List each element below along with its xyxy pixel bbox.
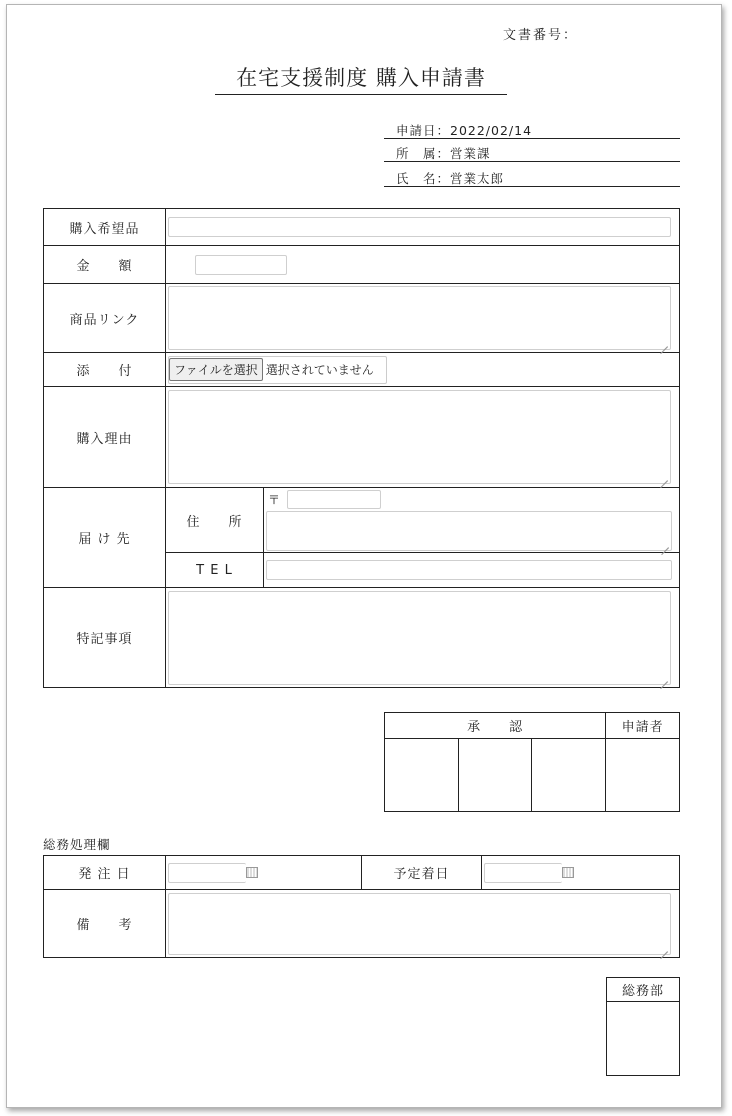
stamp-cell <box>385 739 459 812</box>
arrival-date-input[interactable] <box>484 863 562 883</box>
item-input[interactable] <box>168 217 671 237</box>
reason-textarea[interactable] <box>168 390 671 484</box>
postal-mark: 〒 <box>268 492 282 507</box>
applicant-label: 申請者 <box>606 713 680 739</box>
order-date-input[interactable] <box>168 863 246 883</box>
file-status: 選択されていません <box>265 363 374 377</box>
delivery-label: 届 け 先 <box>44 488 166 588</box>
tel-label: T E L <box>166 553 264 588</box>
applicant-name: 氏 名：営業太郎 <box>384 170 680 187</box>
remarks-textarea[interactable] <box>168 893 671 955</box>
resize-grip-icon[interactable] <box>660 674 668 682</box>
stamp-cell <box>458 739 532 812</box>
file-select-button[interactable]: ファイルを選択 <box>169 358 263 381</box>
notes-label: 特記事項 <box>44 588 166 688</box>
link-label: 商品リンク <box>44 284 166 353</box>
resize-grip-icon[interactable] <box>660 944 668 952</box>
apply-date: 申請日：2022/02/14 <box>384 122 680 139</box>
arrival-date-label: 予定着日 <box>362 856 482 890</box>
doc-number-label: 文書番号： <box>503 28 579 43</box>
resize-grip-icon[interactable] <box>660 473 668 481</box>
item-label: 購入希望品 <box>44 209 166 246</box>
stamp-cell <box>532 739 606 812</box>
file-input[interactable] <box>168 356 387 384</box>
stamp-cell <box>607 1002 680 1076</box>
tel-input[interactable] <box>266 560 672 580</box>
purchase-form-table <box>43 208 680 688</box>
admin-section-label: 総務処理欄 <box>43 837 111 852</box>
approval-table <box>384 712 680 812</box>
reason-label: 購入理由 <box>44 387 166 488</box>
postal-code-input[interactable] <box>287 490 381 509</box>
attach-label: 添 付 <box>44 353 166 387</box>
dept-stamp-table <box>606 977 680 1076</box>
admin-table <box>43 855 680 958</box>
link-textarea[interactable] <box>168 286 671 350</box>
address-label: 住 所 <box>166 488 264 553</box>
calendar-icon[interactable] <box>562 867 574 878</box>
amount-input[interactable] <box>195 255 287 275</box>
order-date-label: 発 注 日 <box>44 856 166 890</box>
resize-grip-icon[interactable] <box>660 339 668 347</box>
page-title: 在宅支援制度 購入申請書 <box>215 62 507 95</box>
resize-grip-icon[interactable] <box>661 540 669 548</box>
dept-stamp-label: 総務部 <box>607 978 680 1002</box>
address-textarea[interactable] <box>266 511 672 551</box>
amount-label: 金 額 <box>44 246 166 284</box>
department: 所 属：営業課 <box>384 145 680 162</box>
calendar-icon[interactable] <box>246 867 258 878</box>
stamp-cell <box>606 739 680 812</box>
notes-textarea[interactable] <box>168 591 671 685</box>
approve-label: 承 認 <box>385 713 606 739</box>
remarks-label: 備 考 <box>44 890 166 958</box>
